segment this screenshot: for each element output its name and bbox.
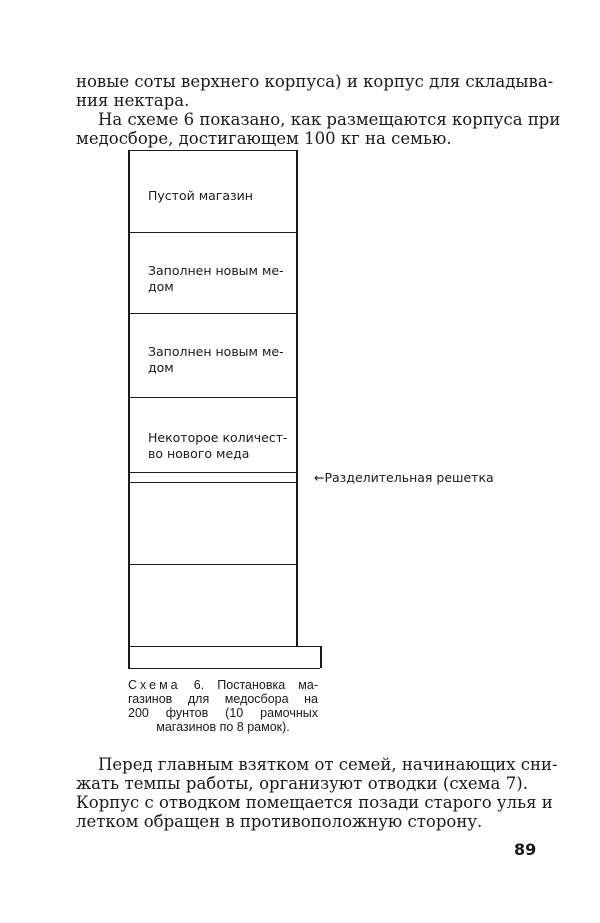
- diagram-left-wall: [128, 150, 130, 668]
- bottom-board-bottom: [128, 668, 320, 669]
- caption-line: [128, 678, 318, 692]
- paragraph-top: [76, 72, 561, 148]
- text-line: Перед главным взятком от семей, начинающих сни-: [98, 755, 558, 774]
- box-label-some-honey: [148, 430, 288, 462]
- diagram-base-right: [320, 646, 322, 668]
- caption-word: Схема: [128, 678, 181, 692]
- box-label-line: дом: [148, 360, 174, 375]
- box-label-filled-2: [148, 344, 284, 376]
- box-divider: [128, 397, 296, 398]
- caption-line: магазинов по 8 рамок).: [156, 720, 290, 734]
- bottom-board-top: [128, 646, 320, 647]
- diagram-right-wall: [296, 150, 298, 646]
- queen-excluder-label: ←Разделительная решетка: [314, 470, 494, 485]
- caption-line: 200 фунтов (10 рамочных: [128, 706, 318, 720]
- text-line: жать темпы работы, организуют отводки (схема 7).: [76, 774, 528, 793]
- box-label-line: Заполнен новым ме-: [148, 344, 284, 359]
- text-line: медосборе, достигающем 100 кг на семью.: [76, 129, 452, 148]
- text-line: новые соты верхнего корпуса) и корпус для складыва-: [76, 72, 554, 91]
- excluder-line-bottom: [128, 482, 296, 483]
- box-divider: [128, 313, 296, 314]
- box-divider: [128, 564, 296, 565]
- text-line: На схеме 6 показано, как размещаются корпуса при: [98, 110, 561, 129]
- box-label-line: во нового меда: [148, 446, 250, 461]
- paragraph-bottom: [76, 755, 558, 831]
- text-line: ния нектара.: [76, 91, 190, 110]
- box-label-line: Заполнен новым ме-: [148, 263, 284, 278]
- hive-diagram: [122, 146, 332, 676]
- caption-line: газинов для медосбора на: [128, 692, 318, 706]
- box-label-filled-1: [148, 263, 284, 295]
- text-line: Корпус с отводком помещается позади старого улья и: [76, 793, 553, 812]
- box-label-line: дом: [148, 279, 174, 294]
- page-number: 89: [514, 840, 537, 859]
- box-label-line: Некоторое количест-: [148, 430, 288, 445]
- text-line: летком обращен в противоположную сторону.: [76, 812, 483, 831]
- box-divider: [128, 150, 296, 151]
- box-label-empty: [148, 188, 253, 204]
- excluder-line-top: [128, 472, 296, 473]
- caption-text: 6. Постановка ма-: [193, 678, 318, 692]
- figure-caption: [128, 678, 318, 734]
- box-divider: [128, 232, 296, 233]
- box-label-line: Пустой магазин: [148, 188, 253, 203]
